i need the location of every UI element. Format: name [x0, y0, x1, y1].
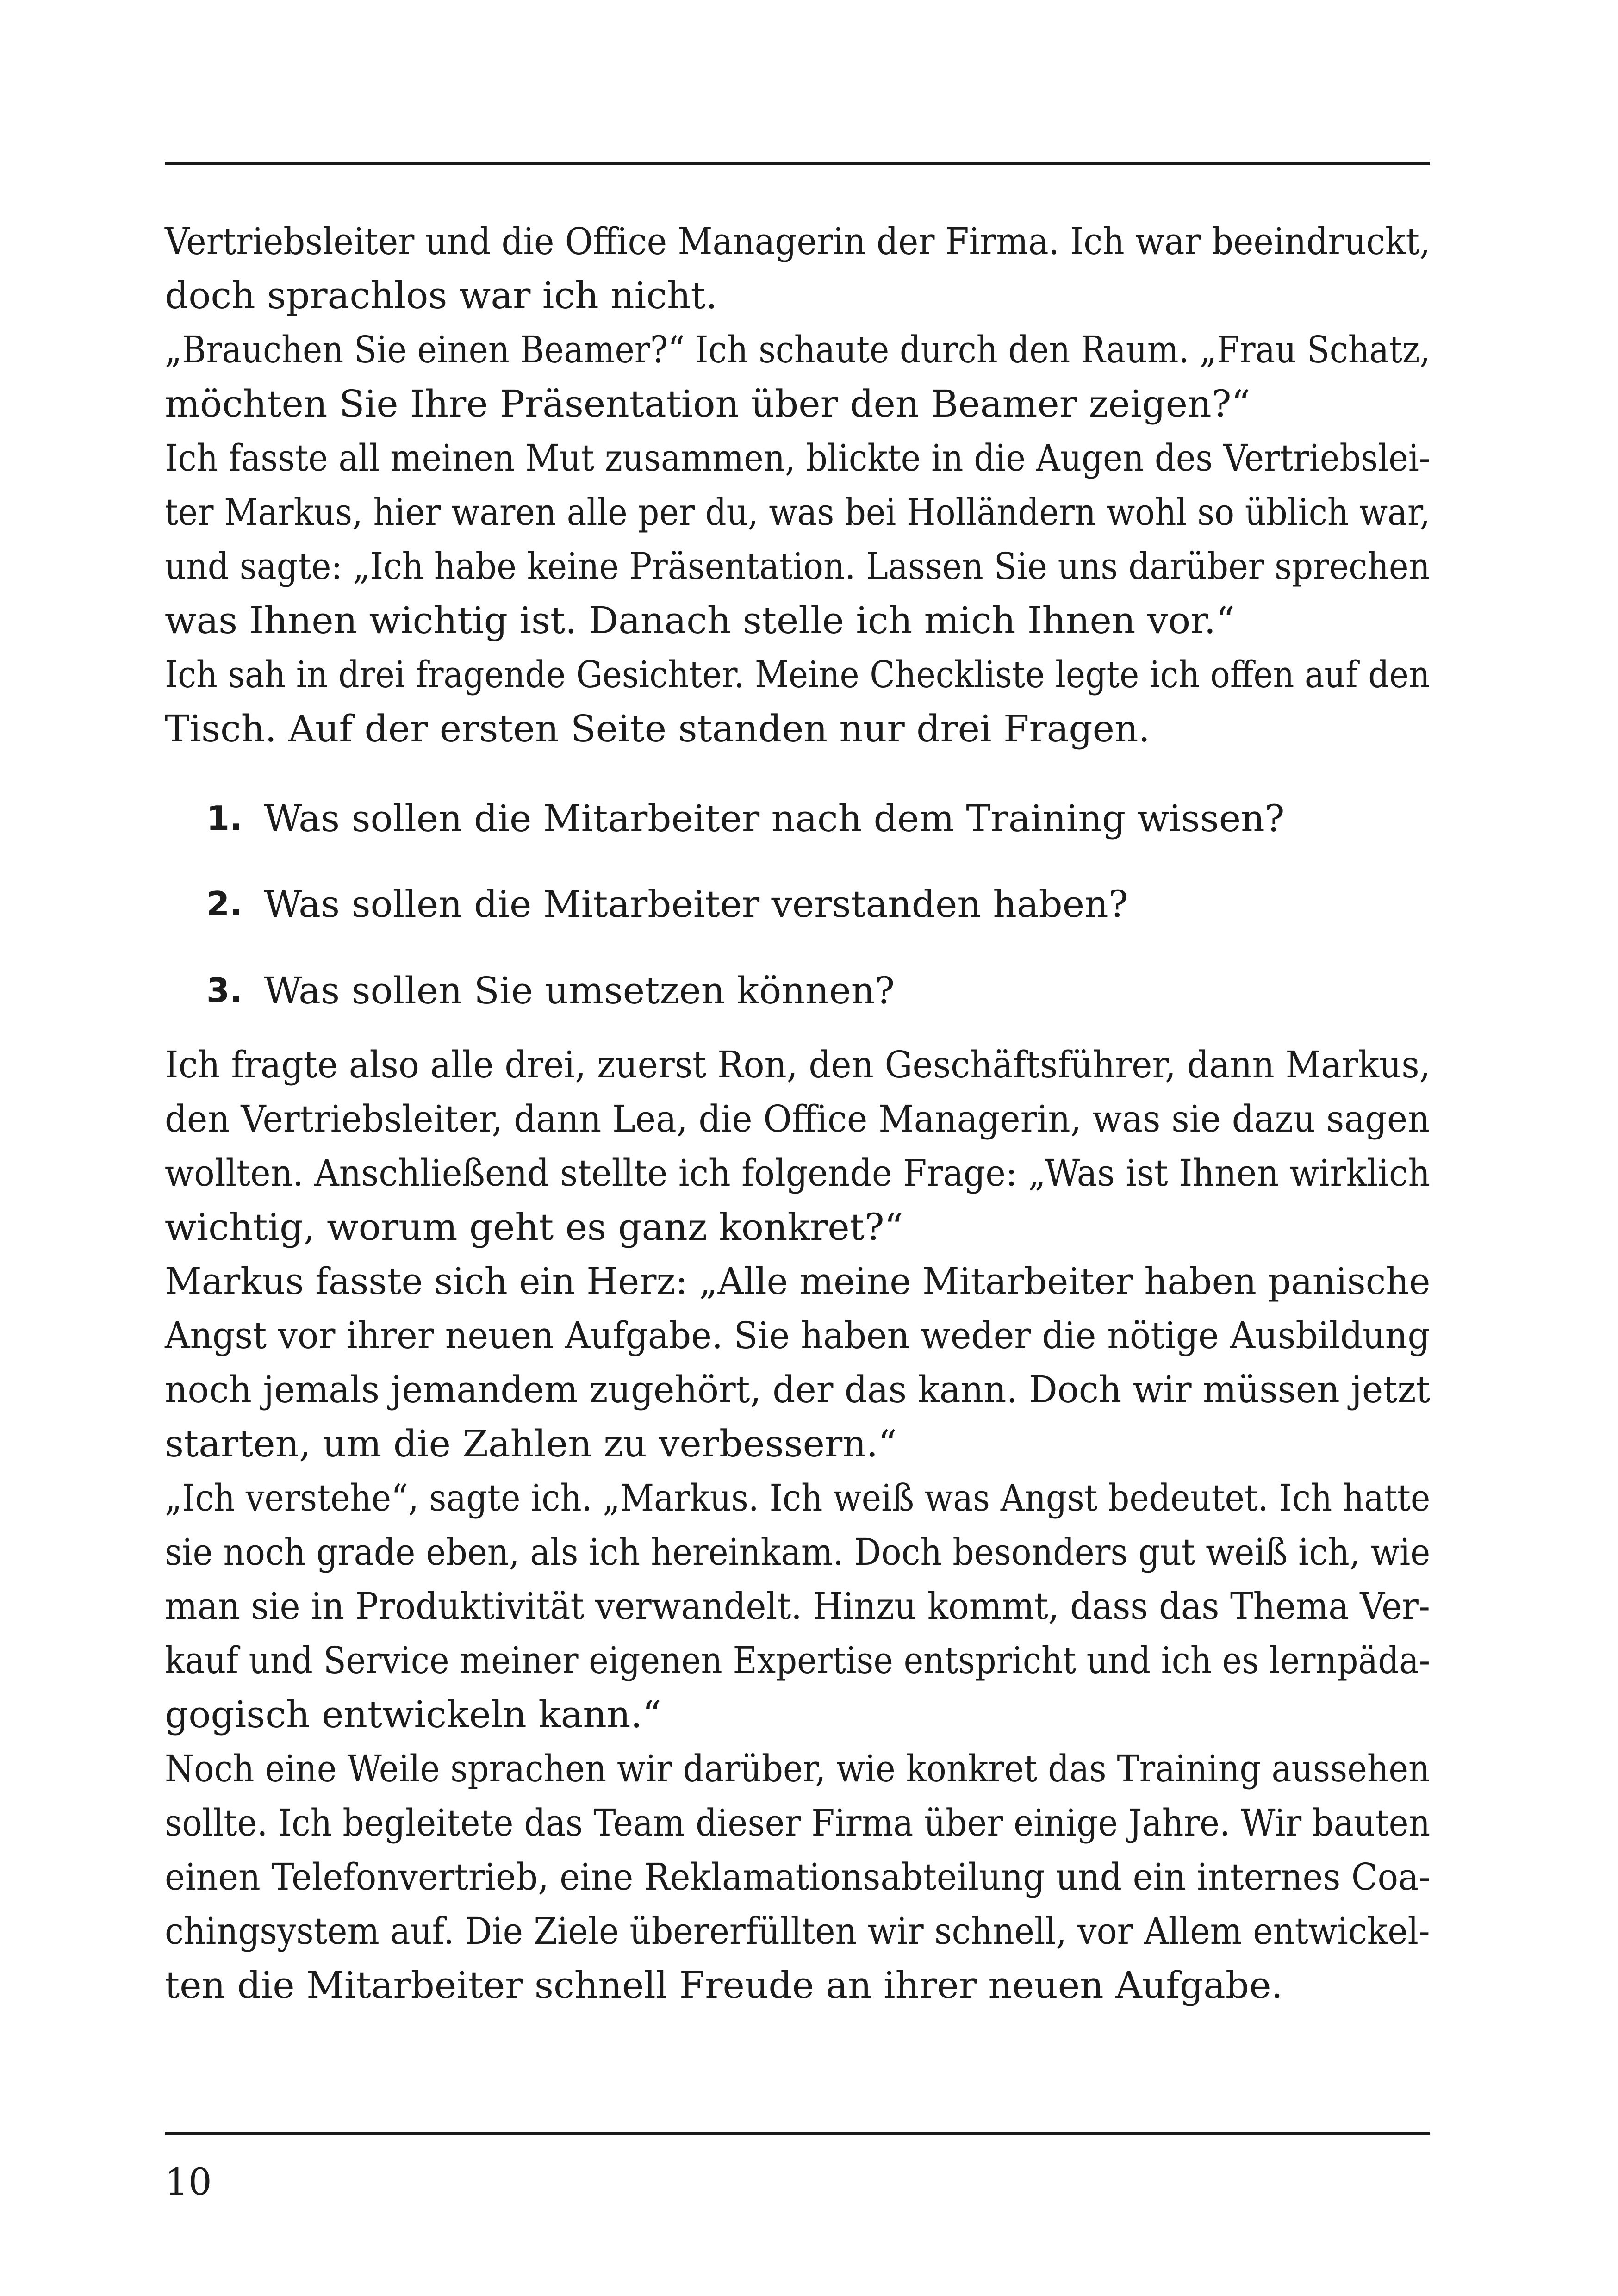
- paragraph-2: [165, 1038, 1430, 2012]
- list-item-text: Was sollen Sie umsetzen können?: [264, 969, 895, 1012]
- text-line: starten, um die Zahlen zu verbessern.“: [165, 1422, 897, 1465]
- text-line: doch sprachlos war ich nicht.: [165, 274, 718, 317]
- text-line: Markus fasste sich ein Herz: „Alle meine Mitarbeiter haben panische: [165, 1260, 1431, 1303]
- header-rule: [165, 162, 1430, 165]
- page-number: 10: [165, 2160, 212, 2203]
- text-line: „Brauchen Sie einen Beamer?“ Ich schaute durch den Raum. „Frau Schatz,: [165, 328, 1431, 371]
- text-line: kauf und Service meiner eigenen Expertise entspricht und ich es lernpäda-: [165, 1639, 1431, 1682]
- text-line: was Ihnen wichtig ist. Danach stelle ich mich Ihnen vor.“: [165, 599, 1235, 642]
- text-line: chingsystem auf. Die Ziele übererfüllten wir schnell, vor Allem entwickel-: [165, 1910, 1430, 1953]
- list-item-text: Was sollen die Mitarbeiter verstanden haben?: [264, 883, 1128, 926]
- text-line: Ich fragte also alle drei, zuerst Ron, den Geschäftsführer, dann Markus,: [165, 1043, 1431, 1086]
- text-line: wichtig, worum geht es ganz konkret?“: [165, 1206, 903, 1249]
- text-line: Angst vor ihrer neuen Aufgabe. Sie haben weder die nötige Ausbildung: [165, 1314, 1430, 1357]
- list-item-text: Was sollen die Mitarbeiter nach dem Training wissen?: [264, 797, 1285, 840]
- text-line: Noch eine Weile sprachen wir darüber, wie konkret das Training aussehen: [165, 1747, 1430, 1790]
- text-line: „Ich verstehe“, sagte ich. „Markus. Ich weiß was Angst bedeutet. Ich hatte: [165, 1476, 1431, 1519]
- paragraph-1: [165, 214, 1430, 756]
- text-line: ter Markus, hier waren alle per du, was bei Holländern wohl so üblich war,: [165, 491, 1431, 534]
- list-item-number: 1.: [206, 799, 243, 838]
- text-line: sie noch grade eben, als ich hereinkam. Doch besonders gut weiß ich, wie: [165, 1531, 1431, 1574]
- text-line: Ich fasste all meinen Mut zusammen, blickte in die Augen des Vertriebslei-: [165, 436, 1431, 479]
- text-line: noch jemals jemandem zugehört, der das kann. Doch wir müssen jetzt: [165, 1368, 1431, 1411]
- text-line: sollte. Ich begleitete das Team dieser Firma über einige Jahre. Wir bauten: [165, 1801, 1431, 1844]
- text-line: Tisch. Auf der ersten Seite standen nur drei Fragen.: [165, 707, 1150, 750]
- text-line: und sagte: „Ich habe keine Präsentation. Lassen Sie uns darüber sprechen: [165, 545, 1430, 588]
- text-line: Vertriebsleiter und die Office Managerin der Firma. Ich war beeindruckt,: [165, 220, 1431, 263]
- text-line: gogisch entwickeln kann.“: [165, 1693, 661, 1736]
- text-line: Ich sah in drei fragende Gesichter. Meine Checkliste legte ich offen auf den: [165, 653, 1430, 696]
- list-item-number: 3.: [206, 971, 243, 1010]
- list-item-number: 2.: [206, 884, 243, 923]
- footer-rule: [165, 2132, 1430, 2135]
- text-line: wollten. Anschließend stellte ich folgende Frage: „Was ist Ihnen wirklich: [165, 1151, 1431, 1195]
- text-line: möchten Sie Ihre Präsentation über den Beamer zeigen?“: [165, 382, 1251, 425]
- text-line: ten die Mitarbeiter schnell Freude an ihrer neuen Aufgabe.: [165, 1964, 1283, 2007]
- text-line: man sie in Produktivität verwandelt. Hinzu kommt, dass das Thema Ver-: [165, 1585, 1430, 1628]
- text-line: einen Telefonvertrieb, eine Reklamationsabteilung und ein internes Coa-: [165, 1855, 1431, 1898]
- text-line: den Vertriebsleiter, dann Lea, die Office Managerin, was sie dazu sagen: [165, 1097, 1430, 1140]
